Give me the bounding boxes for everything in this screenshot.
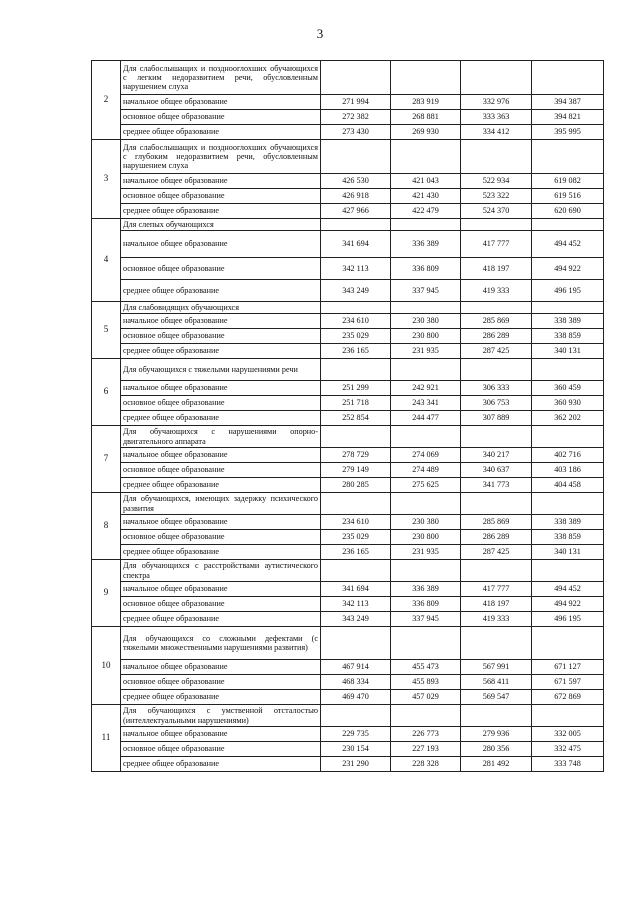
table-row xyxy=(92,675,604,690)
table-row xyxy=(92,727,604,742)
value-cell: 306 333 xyxy=(461,381,532,396)
education-level-label: среднее общее образование xyxy=(121,125,321,140)
value-cell: 403 186 xyxy=(532,463,604,478)
value-cell: 467 914 xyxy=(321,660,391,675)
value-cell: 287 425 xyxy=(461,545,532,560)
value-cell: 243 341 xyxy=(391,396,461,411)
empty-cell xyxy=(321,627,391,660)
row-number: 4 xyxy=(92,219,121,302)
empty-cell xyxy=(532,359,604,381)
empty-cell xyxy=(391,627,461,660)
education-level-label: среднее общее образование xyxy=(121,478,321,493)
table-group-title-row xyxy=(92,140,604,174)
empty-cell xyxy=(391,560,461,582)
empty-cell xyxy=(461,560,532,582)
value-cell: 332 005 xyxy=(532,727,604,742)
value-cell: 332 976 xyxy=(461,95,532,110)
value-cell: 419 333 xyxy=(461,280,532,302)
table-group-title-row xyxy=(92,219,604,231)
value-cell: 341 694 xyxy=(321,231,391,258)
table-row xyxy=(92,597,604,612)
value-cell: 242 921 xyxy=(391,381,461,396)
education-level-label: начальное общее образование xyxy=(121,95,321,110)
category-title: Для слепых обучающихся xyxy=(121,219,321,231)
value-cell: 337 945 xyxy=(391,280,461,302)
value-cell: 275 625 xyxy=(391,478,461,493)
value-cell: 496 195 xyxy=(532,280,604,302)
value-cell: 285 869 xyxy=(461,314,532,329)
table-row xyxy=(92,757,604,772)
empty-cell xyxy=(391,61,461,95)
value-cell: 337 945 xyxy=(391,612,461,627)
empty-cell xyxy=(321,493,391,515)
value-cell: 418 197 xyxy=(461,258,532,280)
education-level-label: начальное общее образование xyxy=(121,381,321,396)
table-row xyxy=(92,582,604,597)
empty-cell xyxy=(532,302,604,314)
value-cell: 279 936 xyxy=(461,727,532,742)
education-level-label: среднее общее образование xyxy=(121,545,321,560)
value-cell: 569 547 xyxy=(461,690,532,705)
value-cell: 342 113 xyxy=(321,597,391,612)
education-level-label: основное общее образование xyxy=(121,463,321,478)
value-cell: 231 935 xyxy=(391,344,461,359)
row-number: 5 xyxy=(92,302,121,359)
table-row xyxy=(92,463,604,478)
value-cell: 230 380 xyxy=(391,515,461,530)
education-level-label: основное общее образование xyxy=(121,329,321,344)
empty-cell xyxy=(532,493,604,515)
table-row xyxy=(92,742,604,757)
table-row xyxy=(92,690,604,705)
empty-cell xyxy=(461,426,532,448)
education-level-label: основное общее образование xyxy=(121,530,321,545)
category-title: Для обучающихся с умственной отсталостью (интеллектуальными нарушениями) xyxy=(121,705,321,727)
value-cell: 524 370 xyxy=(461,204,532,219)
value-cell: 286 289 xyxy=(461,530,532,545)
empty-cell xyxy=(391,705,461,727)
education-level-label: основное общее образование xyxy=(121,597,321,612)
category-title: Для слабовидящих обучающихся xyxy=(121,302,321,314)
empty-cell xyxy=(461,705,532,727)
value-cell: 455 473 xyxy=(391,660,461,675)
value-cell: 427 966 xyxy=(321,204,391,219)
empty-cell xyxy=(461,302,532,314)
value-cell: 567 991 xyxy=(461,660,532,675)
value-cell: 283 919 xyxy=(391,95,461,110)
table-row xyxy=(92,515,604,530)
empty-cell xyxy=(391,493,461,515)
value-cell: 469 470 xyxy=(321,690,391,705)
table-row xyxy=(92,448,604,463)
education-level-label: основное общее образование xyxy=(121,258,321,280)
education-level-label: основное общее образование xyxy=(121,189,321,204)
value-cell: 422 479 xyxy=(391,204,461,219)
table-row xyxy=(92,530,604,545)
education-level-label: основное общее образование xyxy=(121,675,321,690)
empty-cell xyxy=(321,61,391,95)
value-cell: 230 800 xyxy=(391,530,461,545)
empty-cell xyxy=(321,359,391,381)
row-number: 9 xyxy=(92,560,121,627)
value-cell: 338 389 xyxy=(532,515,604,530)
row-number: 7 xyxy=(92,426,121,493)
table-row xyxy=(92,396,604,411)
value-cell: 523 322 xyxy=(461,189,532,204)
value-cell: 404 458 xyxy=(532,478,604,493)
category-title: Для слабослышащих и позднооглохших обучающихся с легким недоразвитием речи, обусловленным нарушением слуха xyxy=(121,61,321,95)
value-cell: 268 881 xyxy=(391,110,461,125)
empty-cell xyxy=(532,61,604,95)
value-cell: 457 029 xyxy=(391,690,461,705)
value-cell: 342 113 xyxy=(321,258,391,280)
empty-cell xyxy=(461,627,532,660)
empty-cell xyxy=(461,61,532,95)
table-group-title-row xyxy=(92,359,604,381)
value-cell: 421 043 xyxy=(391,174,461,189)
value-cell: 251 299 xyxy=(321,381,391,396)
value-cell: 269 930 xyxy=(391,125,461,140)
empty-cell xyxy=(391,219,461,231)
table-row xyxy=(92,478,604,493)
table-row xyxy=(92,344,604,359)
education-level-label: начальное общее образование xyxy=(121,314,321,329)
value-cell: 306 753 xyxy=(461,396,532,411)
value-cell: 672 869 xyxy=(532,690,604,705)
value-cell: 395 995 xyxy=(532,125,604,140)
value-cell: 468 334 xyxy=(321,675,391,690)
value-cell: 333 363 xyxy=(461,110,532,125)
table-group-title-row xyxy=(92,302,604,314)
value-cell: 338 859 xyxy=(532,329,604,344)
row-number: 11 xyxy=(92,705,121,772)
value-cell: 336 809 xyxy=(391,258,461,280)
value-cell: 394 387 xyxy=(532,95,604,110)
value-cell: 280 356 xyxy=(461,742,532,757)
value-cell: 343 249 xyxy=(321,280,391,302)
table-row xyxy=(92,231,604,258)
value-cell: 273 430 xyxy=(321,125,391,140)
table-row xyxy=(92,411,604,426)
category-title: Для слабослышащих и позднооглохших обучающихся с глубоким недоразвитием речи, обусловленным нарушением слуха xyxy=(121,140,321,174)
value-cell: 334 412 xyxy=(461,125,532,140)
empty-cell xyxy=(391,359,461,381)
value-cell: 274 069 xyxy=(391,448,461,463)
value-cell: 226 773 xyxy=(391,727,461,742)
value-cell: 341 694 xyxy=(321,582,391,597)
category-title: Для обучающихся с нарушениями опорно-двигательного аппарата xyxy=(121,426,321,448)
table-group-title-row xyxy=(92,560,604,582)
value-cell: 231 290 xyxy=(321,757,391,772)
value-cell: 336 389 xyxy=(391,582,461,597)
value-cell: 231 935 xyxy=(391,545,461,560)
education-level-label: начальное общее образование xyxy=(121,231,321,258)
value-cell: 671 127 xyxy=(532,660,604,675)
empty-cell xyxy=(321,140,391,174)
value-cell: 496 195 xyxy=(532,612,604,627)
education-level-label: начальное общее образование xyxy=(121,448,321,463)
education-level-label: основное общее образование xyxy=(121,742,321,757)
value-cell: 230 800 xyxy=(391,329,461,344)
table-row xyxy=(92,329,604,344)
value-cell: 252 854 xyxy=(321,411,391,426)
empty-cell xyxy=(391,302,461,314)
value-cell: 338 859 xyxy=(532,530,604,545)
education-level-label: основное общее образование xyxy=(121,110,321,125)
empty-cell xyxy=(461,140,532,174)
value-cell: 235 029 xyxy=(321,530,391,545)
value-cell: 281 492 xyxy=(461,757,532,772)
table-row xyxy=(92,189,604,204)
value-cell: 343 249 xyxy=(321,612,391,627)
empty-cell xyxy=(532,140,604,174)
value-cell: 332 475 xyxy=(532,742,604,757)
table-row xyxy=(92,381,604,396)
value-cell: 620 690 xyxy=(532,204,604,219)
value-cell: 494 922 xyxy=(532,597,604,612)
education-level-label: среднее общее образование xyxy=(121,757,321,772)
page-number: 3 xyxy=(316,26,324,41)
value-cell: 494 452 xyxy=(532,582,604,597)
education-level-label: основное общее образование xyxy=(121,396,321,411)
category-title: Для обучающихся со сложными дефектами (с тяжелыми множественными нарушениями развития) xyxy=(121,627,321,660)
value-cell: 228 328 xyxy=(391,757,461,772)
value-cell: 340 131 xyxy=(532,344,604,359)
education-level-label: начальное общее образование xyxy=(121,515,321,530)
value-cell: 671 597 xyxy=(532,675,604,690)
education-level-label: начальное общее образование xyxy=(121,174,321,189)
education-level-label: среднее общее образование xyxy=(121,344,321,359)
value-cell: 336 389 xyxy=(391,231,461,258)
value-cell: 280 285 xyxy=(321,478,391,493)
table-group-title-row xyxy=(92,627,604,660)
table-row xyxy=(92,660,604,675)
value-cell: 272 382 xyxy=(321,110,391,125)
education-level-label: начальное общее образование xyxy=(121,582,321,597)
value-cell: 307 889 xyxy=(461,411,532,426)
value-cell: 360 930 xyxy=(532,396,604,411)
education-level-label: начальное общее образование xyxy=(121,727,321,742)
empty-cell xyxy=(321,219,391,231)
value-cell: 340 637 xyxy=(461,463,532,478)
empty-cell xyxy=(321,426,391,448)
table-row xyxy=(92,204,604,219)
value-cell: 426 530 xyxy=(321,174,391,189)
table-group-title-row xyxy=(92,426,604,448)
empty-cell xyxy=(532,426,604,448)
value-cell: 494 922 xyxy=(532,258,604,280)
value-cell: 362 202 xyxy=(532,411,604,426)
empty-cell xyxy=(532,560,604,582)
table-row xyxy=(92,612,604,627)
education-level-label: среднее общее образование xyxy=(121,280,321,302)
value-cell: 278 729 xyxy=(321,448,391,463)
value-cell: 402 716 xyxy=(532,448,604,463)
value-cell: 419 333 xyxy=(461,612,532,627)
value-cell: 494 452 xyxy=(532,231,604,258)
value-cell: 417 777 xyxy=(461,582,532,597)
value-cell: 333 748 xyxy=(532,757,604,772)
empty-cell xyxy=(321,560,391,582)
value-cell: 230 154 xyxy=(321,742,391,757)
table-row xyxy=(92,110,604,125)
empty-cell xyxy=(461,359,532,381)
table-group-title-row xyxy=(92,61,604,95)
value-cell: 286 289 xyxy=(461,329,532,344)
row-number: 2 xyxy=(92,61,121,140)
category-title: Для обучающихся, имеющих задержку психического развития xyxy=(121,493,321,515)
value-cell: 229 735 xyxy=(321,727,391,742)
value-cell: 236 165 xyxy=(321,344,391,359)
value-cell: 340 131 xyxy=(532,545,604,560)
value-cell: 287 425 xyxy=(461,344,532,359)
table-group-title-row xyxy=(92,493,604,515)
education-level-label: начальное общее образование xyxy=(121,660,321,675)
table-row xyxy=(92,314,604,329)
value-cell: 417 777 xyxy=(461,231,532,258)
value-cell: 274 489 xyxy=(391,463,461,478)
empty-cell xyxy=(532,219,604,231)
value-cell: 236 165 xyxy=(321,545,391,560)
value-cell: 619 082 xyxy=(532,174,604,189)
category-title: Для обучающихся с расстройствами аутистического спектра xyxy=(121,560,321,582)
value-cell: 235 029 xyxy=(321,329,391,344)
funding-table xyxy=(91,60,604,772)
value-cell: 234 610 xyxy=(321,314,391,329)
education-level-label: среднее общее образование xyxy=(121,204,321,219)
empty-cell xyxy=(461,219,532,231)
value-cell: 227 193 xyxy=(391,742,461,757)
value-cell: 234 610 xyxy=(321,515,391,530)
empty-cell xyxy=(321,705,391,727)
table-row xyxy=(92,95,604,110)
education-level-label: среднее общее образование xyxy=(121,612,321,627)
value-cell: 285 869 xyxy=(461,515,532,530)
value-cell: 341 773 xyxy=(461,478,532,493)
value-cell: 251 718 xyxy=(321,396,391,411)
value-cell: 338 389 xyxy=(532,314,604,329)
value-cell: 421 430 xyxy=(391,189,461,204)
table-row xyxy=(92,280,604,302)
table-row xyxy=(92,258,604,280)
table-group-title-row xyxy=(92,705,604,727)
empty-cell xyxy=(391,426,461,448)
row-number: 6 xyxy=(92,359,121,426)
value-cell: 426 918 xyxy=(321,189,391,204)
education-level-label: среднее общее образование xyxy=(121,690,321,705)
empty-cell xyxy=(321,302,391,314)
category-title: Для обучающихся с тяжелыми нарушениями речи xyxy=(121,359,321,381)
value-cell: 418 197 xyxy=(461,597,532,612)
value-cell: 522 934 xyxy=(461,174,532,189)
value-cell: 340 217 xyxy=(461,448,532,463)
empty-cell xyxy=(532,705,604,727)
empty-cell xyxy=(532,627,604,660)
value-cell: 568 411 xyxy=(461,675,532,690)
empty-cell xyxy=(391,140,461,174)
value-cell: 394 821 xyxy=(532,110,604,125)
value-cell: 279 149 xyxy=(321,463,391,478)
table-row xyxy=(92,545,604,560)
table-row xyxy=(92,174,604,189)
value-cell: 271 994 xyxy=(321,95,391,110)
row-number: 3 xyxy=(92,140,121,219)
value-cell: 336 809 xyxy=(391,597,461,612)
empty-cell xyxy=(461,493,532,515)
value-cell: 360 459 xyxy=(532,381,604,396)
value-cell: 455 893 xyxy=(391,675,461,690)
table-row xyxy=(92,125,604,140)
education-level-label: среднее общее образование xyxy=(121,411,321,426)
value-cell: 244 477 xyxy=(391,411,461,426)
value-cell: 619 516 xyxy=(532,189,604,204)
row-number: 10 xyxy=(92,627,121,705)
value-cell: 230 380 xyxy=(391,314,461,329)
row-number: 8 xyxy=(92,493,121,560)
